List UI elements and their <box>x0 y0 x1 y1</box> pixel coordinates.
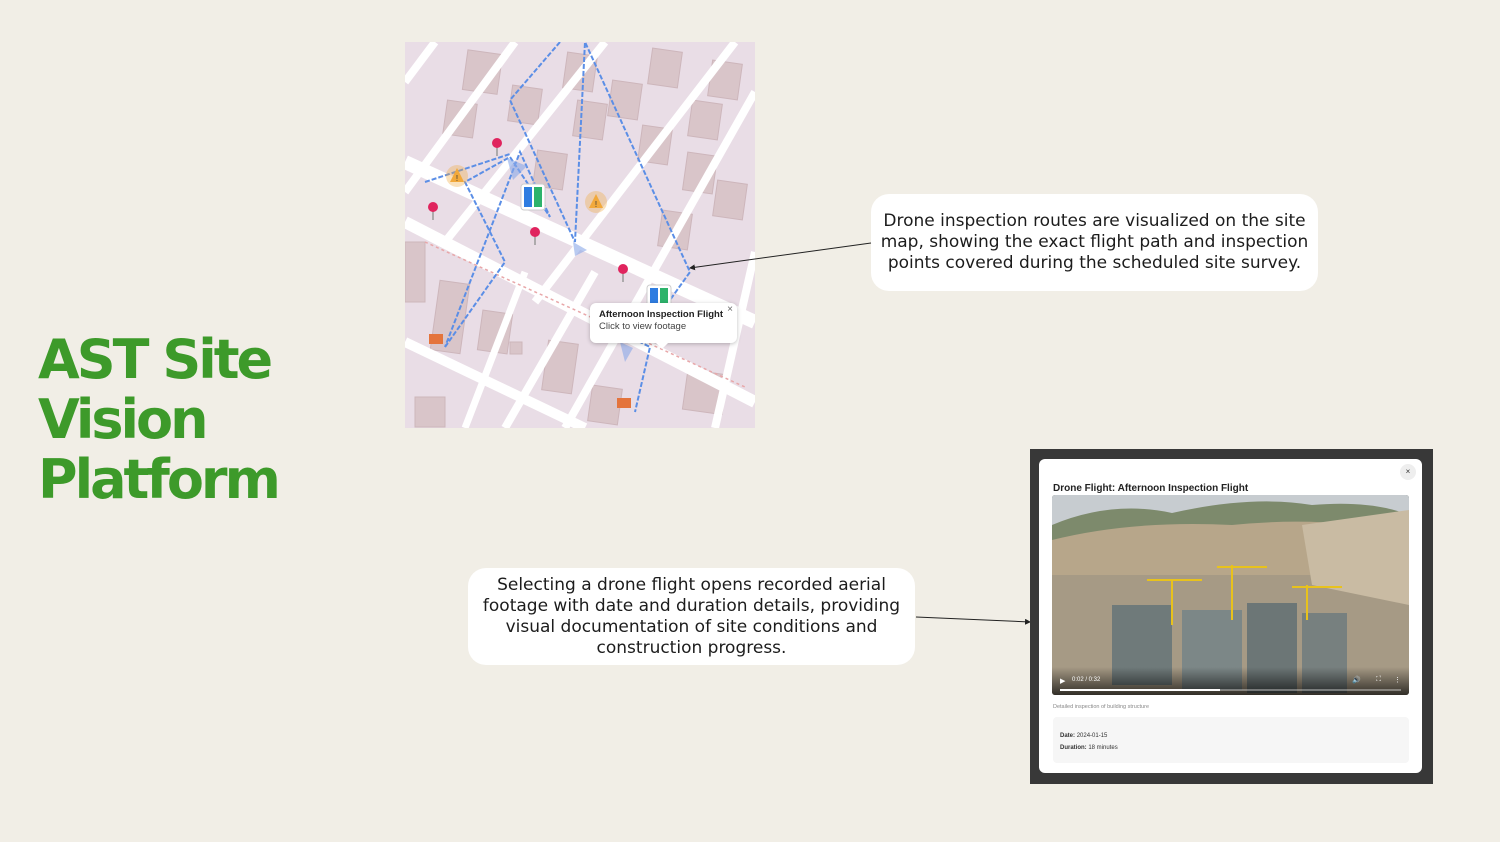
map-pin-icon[interactable] <box>530 227 540 245</box>
warning-icon[interactable] <box>585 191 607 213</box>
duration-row <box>1060 742 1402 754</box>
title-line-2: Vision <box>38 388 206 451</box>
footage-modal <box>1039 459 1422 773</box>
video-description: Detailed inspection of building structure <box>1053 704 1150 710</box>
duration-label: Duration: <box>1060 745 1087 751</box>
video-seek-bar[interactable] <box>1060 689 1401 691</box>
duration-value: 18 minutes <box>1088 745 1118 751</box>
svg-text:!: ! <box>455 174 459 183</box>
footage-arrow <box>916 617 1030 622</box>
popup-title: Afternoon Inspection Flight <box>599 309 724 320</box>
map-pin-icon[interactable] <box>492 138 502 156</box>
flight-meta <box>1053 717 1409 763</box>
video-progress <box>1060 689 1220 691</box>
popup-subtitle: Click to view footage <box>599 321 687 332</box>
video-time: 0:02 / 0:32 <box>1072 677 1101 683</box>
warning-icon[interactable] <box>446 165 468 187</box>
page-title <box>38 330 358 510</box>
title-line-3: Platform <box>38 448 278 511</box>
route-callout-text: Drone inspection routes are visualized on the site map, showing the exact flight path and inspection points covered during the scheduled site survey. <box>880 211 1309 273</box>
modal-title: Drone Flight: Afternoon Inspection Flight <box>1053 483 1249 494</box>
date-row <box>1060 730 1402 742</box>
route-callout <box>871 194 1318 291</box>
video-player[interactable] <box>1052 495 1409 695</box>
drone-marker-icon[interactable] <box>521 184 545 210</box>
close-icon[interactable]: × <box>1400 464 1416 480</box>
title-line-1: AST Site <box>38 328 271 391</box>
video-controls <box>1052 667 1409 695</box>
more-icon[interactable]: ⋮ <box>1394 677 1401 684</box>
map-pin-icon[interactable] <box>618 264 628 282</box>
aerial-footage <box>1052 495 1409 695</box>
roads <box>405 42 755 428</box>
date-label: Date: <box>1060 733 1076 739</box>
volume-icon[interactable]: 🔊 <box>1352 677 1361 684</box>
footage-callout-text: Selecting a drone flight opens recorded aerial footage with date and duration details, providing visual documentation of site conditions and construction progress. <box>482 574 901 658</box>
map-pin-icon[interactable] <box>428 202 438 220</box>
date-value: 2024-01-15 <box>1076 733 1108 739</box>
site-map[interactable] <box>405 42 755 428</box>
flight-popup[interactable] <box>590 303 737 343</box>
footage-modal-screenshot <box>1030 449 1433 784</box>
map-canvas <box>405 42 755 428</box>
play-icon[interactable]: ▶ <box>1060 678 1066 685</box>
footage-callout <box>468 568 915 665</box>
svg-text:!: ! <box>594 200 598 209</box>
fullscreen-icon[interactable]: ⛶ <box>1376 676 1381 683</box>
close-icon[interactable]: × <box>727 304 733 315</box>
